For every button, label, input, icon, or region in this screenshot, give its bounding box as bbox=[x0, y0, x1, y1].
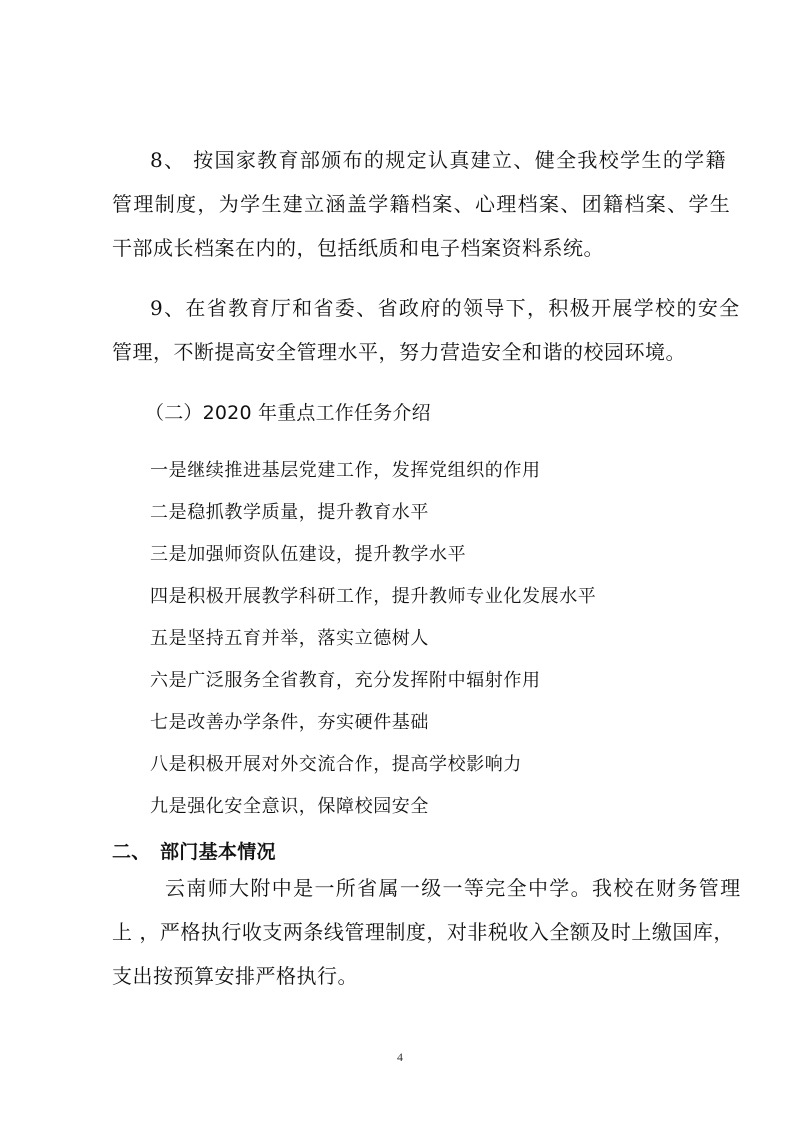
item-8-line-3: 干部成长档案在内的，包括纸质和电子档案资料系统。 bbox=[112, 236, 604, 260]
summary-line-2: 上 ，严格执行收支两条线管理制度，对非税收入全额及时上缴国库， bbox=[112, 920, 734, 944]
task-2: 二是稳抓教学质量，提升教育水平 bbox=[150, 502, 429, 523]
task-1: 一是继续推进基层党建工作，发挥党组织的作用 bbox=[150, 460, 541, 481]
task-9: 九是强化安全意识，保障校园安全 bbox=[150, 796, 429, 817]
page-number: 4 bbox=[397, 1050, 403, 1064]
summary-line-1: 云南师大附中是一所省属一级一等完全中学。我校在财务管理 bbox=[165, 876, 742, 900]
section-number: 二、 bbox=[112, 841, 151, 863]
item-8-line-2: 管理制度，为学生建立涵盖学籍档案、心理档案、团籍档案、学生 bbox=[112, 192, 732, 216]
section-title: 部门基本情况 bbox=[160, 841, 276, 863]
item-9-line-1: 9、在省教育厅和省委、省政府的领导下，积极开展学校的安全 bbox=[150, 296, 741, 320]
task-4: 四是积极开展教学科研工作，提升教师专业化发展水平 bbox=[150, 586, 597, 607]
item-9-line-2: 管理，不断提高安全管理水平，努力营造安全和谐的校园环境。 bbox=[112, 340, 686, 364]
item-8-line-1: 8、 按国家教育部颁布的规定认真建立、健全我校学生的学籍 bbox=[150, 148, 727, 172]
subsection-title: （二）2020 年重点工作任务介绍 bbox=[145, 402, 431, 424]
summary-line-3: 支出按预算安排严格执行。 bbox=[112, 964, 358, 988]
task-7: 七是改善办学条件，夯实硬件基础 bbox=[150, 712, 429, 733]
task-8: 八是积极开展对外交流合作，提高学校影响力 bbox=[150, 754, 522, 775]
task-5: 五是坚持五育并举，落实立德树人 bbox=[150, 628, 429, 649]
task-3: 三是加强师资队伍建设，提升教学水平 bbox=[150, 544, 467, 565]
task-6: 六是广泛服务全省教育，充分发挥附中辐射作用 bbox=[150, 670, 541, 691]
